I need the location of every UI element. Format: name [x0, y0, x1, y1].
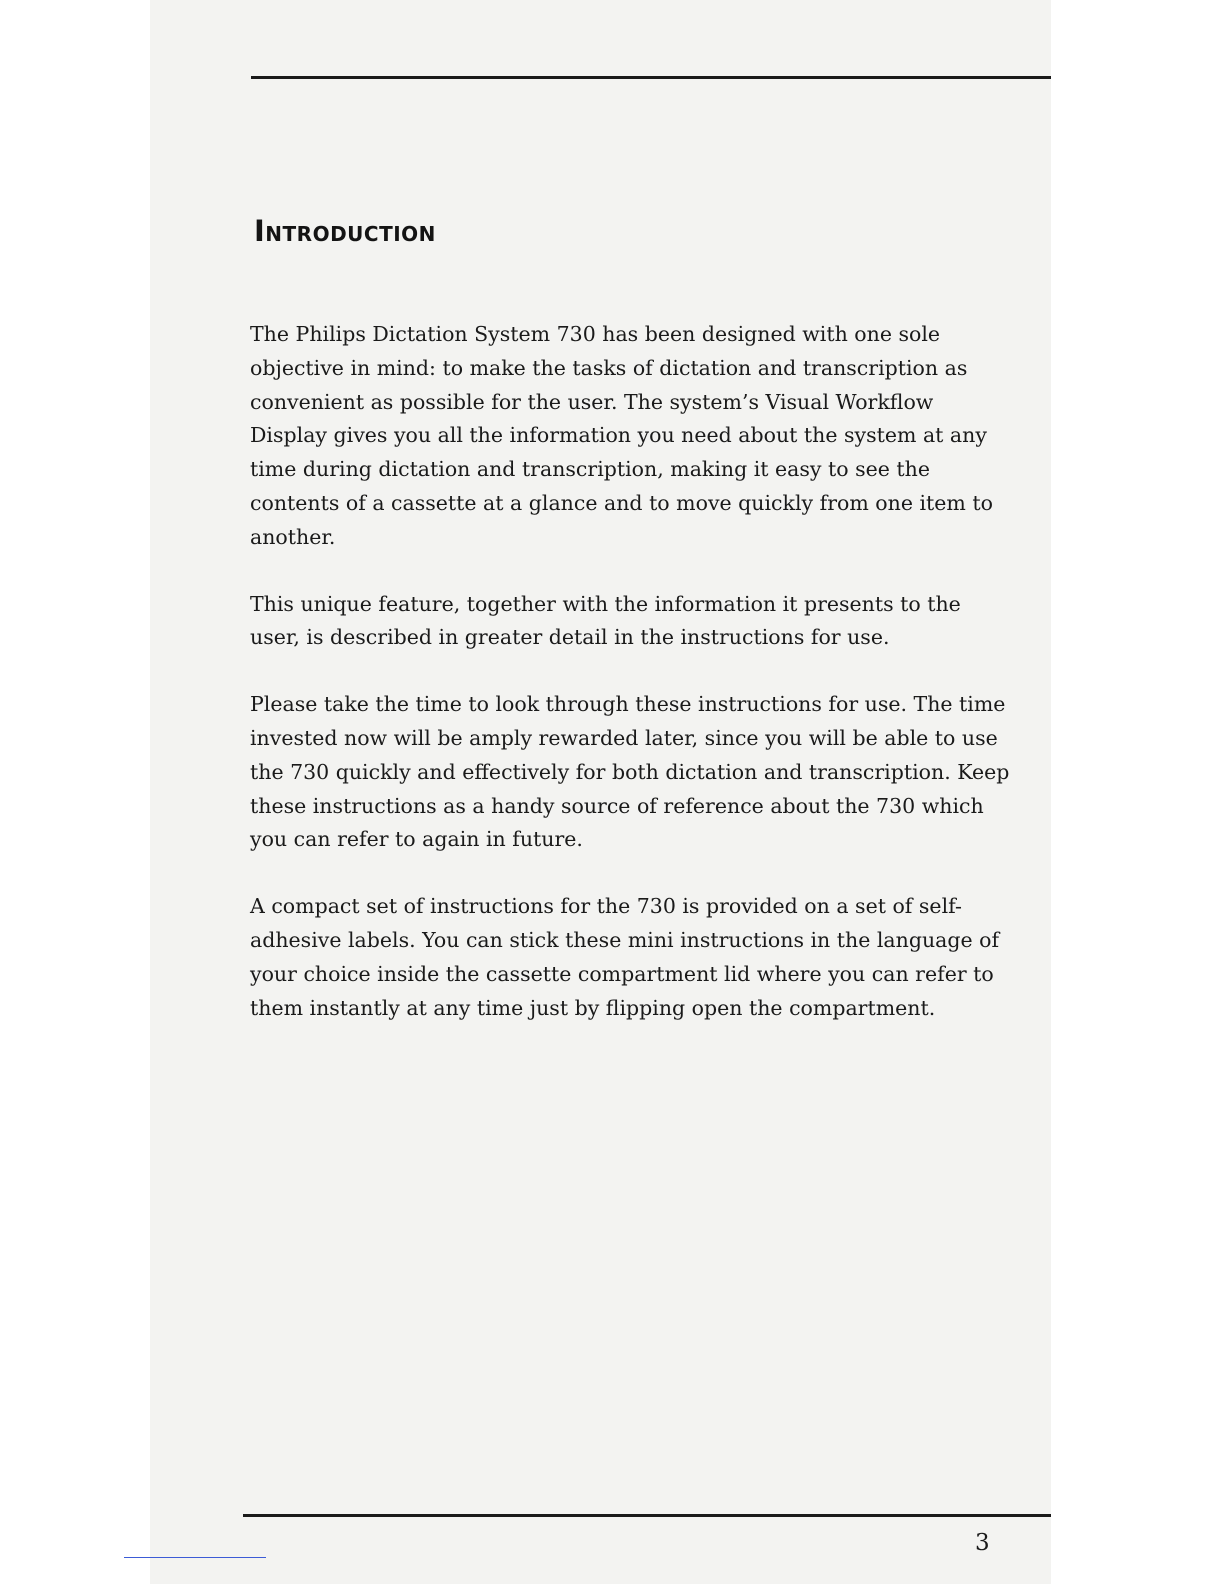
top-rule	[251, 76, 1051, 79]
link-underline[interactable]	[124, 1557, 266, 1558]
bottom-rule	[243, 1514, 1051, 1517]
paragraph-2: This unique feature, together with the information it presents to the user, is described in greater detail in the instructions for use.	[250, 591, 961, 650]
paragraph-1: The Philips Dictation System 730 has been designed with one sole objective in mind: to make the tasks of dictation and transcription as convenient as possible for the user. The system’s Visual Workflow Display gives you all the information you need about the system at any time during dictation and transcription, making it easy to see the contents of a cassette at a glance and to move quickly from one item to another.	[250, 322, 993, 549]
body-text	[250, 318, 1010, 1058]
page-number: 3	[975, 1530, 990, 1556]
paragraph-3: Please take the time to look through these instructions for use. The time invested now will be amply rewarded later, since you will be able to use the 730 quickly and effectively for both dictation and transcription. Keep these instructions as a handy source of reference about the 730 which you can refer to again in future.	[250, 692, 1010, 852]
document-page	[150, 0, 1051, 1584]
paragraph-4: A compact set of instructions for the 730 is provided on a set of self-adhesive labels. You can stick these mini instructions in the language of your choice inside the cassette compartment lid where you can refer to them instantly at any time just by flipping open the compartment.	[250, 894, 1000, 1020]
section-heading: Introduction	[254, 214, 436, 248]
